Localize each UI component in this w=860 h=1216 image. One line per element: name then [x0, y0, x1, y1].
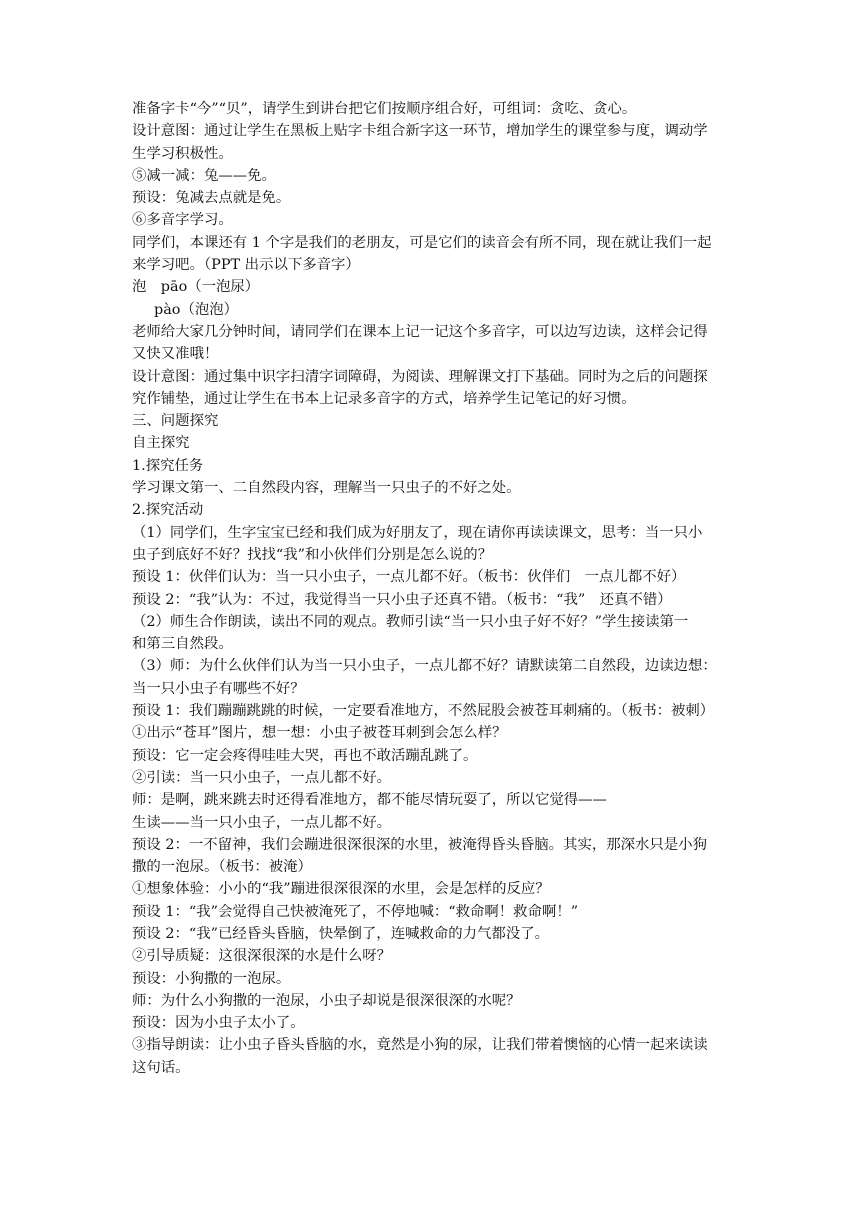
text-line: ⑥多音字学习。: [132, 212, 233, 229]
text-line: 1.探究任务: [132, 457, 204, 474]
text-line: 设计意图：通过让学生在黑板上贴字卡组合新字这一环节，增加学生的课堂参与度，调动学: [132, 123, 708, 140]
document-body: [132, 98, 732, 1079]
text-line: 生读——当一只小虫子，一点儿都不好。: [132, 814, 392, 831]
text-line: 预设：小狗撒的一泡尿。: [132, 970, 291, 987]
text-line: 自主探究: [132, 435, 190, 452]
text-line: 预设 1：伙伴们认为：当一只小虫子，一点儿都不好。（板书：伙伴们 一点儿都不好）: [132, 569, 686, 586]
text-line: pào（泡泡）: [154, 301, 239, 318]
text-line: 预设 2：“我”认为：不过，我觉得当一只小虫子还真不错。（板书：“我” 还真不错）: [132, 591, 672, 608]
text-line: 究作铺垫，通过让学生在书本上记录多音字的方式，培养学生记笔记的好习惯。: [132, 390, 636, 407]
text-line: 设计意图：通过集中识字扫清字词障碍，为阅读、理解课文打下基础。同时为之后的问题探: [132, 368, 708, 385]
text-line: 同学们，本课还有 1 个字是我们的老朋友，可是它们的读音会有所不同，现在就让我们一起: [132, 234, 712, 251]
text-line: 预设：兔减去点就是免。: [132, 190, 291, 207]
text-line: 预设：它一定会疼得哇哇大哭，再也不敢活蹦乱跳了。: [132, 747, 478, 764]
text-line: 师：是啊，跳来跳去时还得看准地方，都不能尽情玩耍了，所以它觉得——: [132, 792, 607, 809]
text-line: 预设 1：“我”会觉得自己快被淹死了，不停地喊：“救命啊！救命啊！”: [132, 903, 579, 920]
text-line: ②引导质疑：这很深很深的水是什么呀？: [132, 948, 392, 965]
text-line: 预设 1：我们蹦蹦跳跳的时候，一定要看准地方，不然屁股会被苍耳刺痛的。（板书：被刺）: [132, 703, 715, 720]
text-line: 准备字卡“今”“贝”，请学生到讲台把它们按顺序组合好，可组词：贪吃、贪心。: [132, 101, 637, 117]
text-line: 学习课文第一、二自然段内容，理解当一只虫子的不好之处。: [132, 480, 521, 497]
text-line: ②引读：当一只小虫子，一点儿都不好。: [132, 769, 392, 786]
text-line: 泡 pāo（一泡尿）: [132, 279, 260, 296]
text-line: 虫子到底好不好？找找“我”和小伙伴们分别是怎么说的？: [132, 546, 493, 563]
text-line: ①想象体验：小小的“我”蹦进很深很深的水里，会是怎样的反应？: [132, 881, 550, 898]
text-line: 来学习吧。（PPT 出示以下多音字）: [132, 257, 360, 274]
text-line: ⑤减一减：兔——免。: [132, 167, 276, 184]
text-line: 预设 2：一不留神，我们会蹦进很深很深的水里，被淹得昏头昏脑。其实，那深水只是小狗: [132, 836, 707, 853]
text-line: 生学习积极性。: [132, 145, 233, 162]
text-line: 预设 2：“我”已经昏头昏脑，快晕倒了，连喊救命的力气都没了。: [132, 925, 549, 942]
text-line: （2）师生合作朗读，读出不同的观点。教师引读“当一只小虫子好不好？”学生接读第一: [132, 613, 689, 630]
text-line: 又快又准哦！: [132, 346, 219, 363]
text-line: 和第三自然段。: [132, 636, 233, 653]
text-line: 撒的一泡尿。（板书：被淹）: [132, 859, 312, 876]
text-line: 师：为什么小狗撒的一泡尿，小虫子却说是很深很深的水呢？: [132, 992, 521, 1009]
text-line: （3）师：为什么伙伴们认为当一只小虫子，一点儿都不好？请默读第二自然段，边读边想：: [132, 658, 717, 675]
text-line: 当一只小虫子有哪些不好？: [132, 680, 305, 697]
section-heading: 三、问题探究: [132, 413, 219, 430]
text-line: 这句话。: [132, 1059, 190, 1076]
text-line: 老师给大家几分钟时间，请同学们在课本上记一记这个多音字，可以边写边读，这样会记得: [132, 323, 708, 340]
text-line: （1）同学们，生字宝宝已经和我们成为好朋友了，现在请你再读读课文，思考：当一只小: [132, 524, 703, 541]
text-line: 2.探究活动: [132, 502, 204, 519]
text-line: 预设：因为小虫子太小了。: [132, 1015, 305, 1032]
text-line: ①出示“苍耳”图片，想一想：小虫子被苍耳刺到会怎么样？: [132, 725, 507, 742]
text-line: ③指导朗读：让小虫子昏头昏脑的水，竟然是小狗的尿，让我们带着懊恼的心情一起来读读: [132, 1037, 708, 1054]
